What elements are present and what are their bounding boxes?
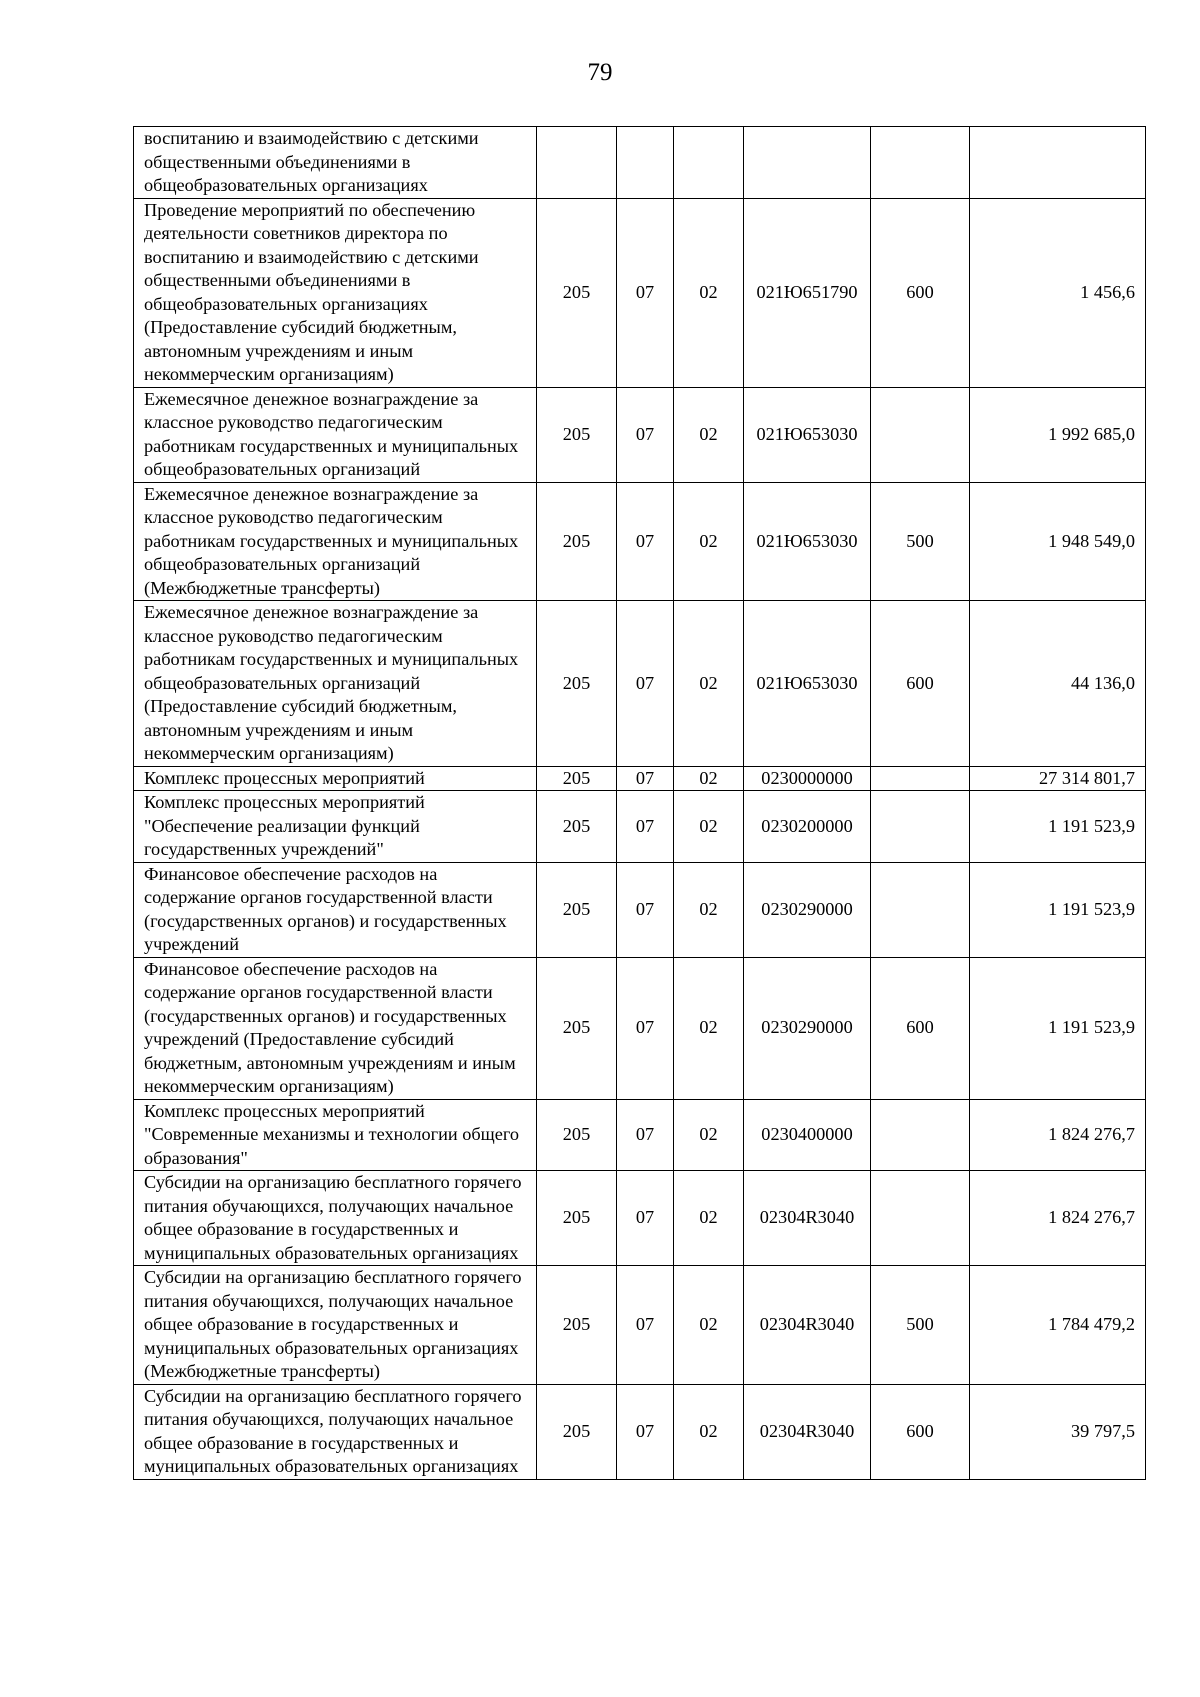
ministry-code-cell: 205 xyxy=(537,791,617,863)
section-code-cell: 07 xyxy=(617,1384,674,1479)
ministry-code-cell: 205 xyxy=(537,601,617,767)
table-row xyxy=(134,766,1146,791)
section-code-cell: 07 xyxy=(617,957,674,1099)
target-article-cell: 02304R3040 xyxy=(744,1171,871,1266)
table-row xyxy=(134,1266,1146,1385)
table-body xyxy=(134,127,1146,1480)
target-article-cell xyxy=(744,127,871,199)
amount-cell: 1 824 276,7 xyxy=(970,1171,1146,1266)
ministry-code-cell: 205 xyxy=(537,198,617,387)
table-row xyxy=(134,127,1146,199)
expense-name-cell: Комплекс процессных мероприятий "Современные механизмы и технологии общего образования" xyxy=(134,1099,537,1171)
amount-cell: 1 992 685,0 xyxy=(970,387,1146,482)
table-row xyxy=(134,862,1146,957)
expense-name-cell: Проведение мероприятий по обеспечению деятельности советников директора по воспитанию и взаимодействию с детскими общественными объединениями в общеобразовательных организациях (Предоставление субсидий бюджетным, автономным учреждениям и иным некоммерческим организациям) xyxy=(134,198,537,387)
expense-type-cell xyxy=(871,127,970,199)
expense-type-cell xyxy=(871,387,970,482)
subsection-code-cell xyxy=(674,127,744,199)
ministry-code-cell: 205 xyxy=(537,862,617,957)
target-article-cell: 021Ю651790 xyxy=(744,198,871,387)
expense-name-cell: Комплекс процессных мероприятий xyxy=(134,766,537,791)
section-code-cell: 07 xyxy=(617,601,674,767)
ministry-code-cell: 205 xyxy=(537,1266,617,1385)
expense-type-cell xyxy=(871,791,970,863)
target-article-cell: 021Ю653030 xyxy=(744,601,871,767)
amount-cell: 1 191 523,9 xyxy=(970,791,1146,863)
subsection-code-cell: 02 xyxy=(674,791,744,863)
section-code-cell: 07 xyxy=(617,482,674,601)
expense-name-cell: Финансовое обеспечение расходов на содержание органов государственной власти (государственных органов) и государственных учреждений (Предоставление субсидий бюджетным, автономным учреждениям и иным некоммерческим организациям) xyxy=(134,957,537,1099)
table-row xyxy=(134,198,1146,387)
table-row xyxy=(134,387,1146,482)
ministry-code-cell: 205 xyxy=(537,482,617,601)
expense-type-cell xyxy=(871,1099,970,1171)
expense-name-cell: Субсидии на организацию бесплатного горячего питания обучающихся, получающих начальное общее образование в государственных и муниципальных образовательных организациях (Межбюджетные трансферты) xyxy=(134,1266,537,1385)
section-code-cell: 07 xyxy=(617,1266,674,1385)
expense-type-cell: 500 xyxy=(871,482,970,601)
table-row xyxy=(134,1171,1146,1266)
table-row xyxy=(134,601,1146,767)
ministry-code-cell: 205 xyxy=(537,1384,617,1479)
amount-cell: 1 191 523,9 xyxy=(970,862,1146,957)
expense-type-cell: 600 xyxy=(871,601,970,767)
amount-cell xyxy=(970,127,1146,199)
amount-cell: 39 797,5 xyxy=(970,1384,1146,1479)
amount-cell: 44 136,0 xyxy=(970,601,1146,767)
subsection-code-cell: 02 xyxy=(674,1171,744,1266)
section-code-cell: 07 xyxy=(617,1099,674,1171)
subsection-code-cell: 02 xyxy=(674,198,744,387)
target-article-cell: 021Ю653030 xyxy=(744,482,871,601)
section-code-cell: 07 xyxy=(617,791,674,863)
target-article-cell: 021Ю653030 xyxy=(744,387,871,482)
amount-cell: 1 948 549,0 xyxy=(970,482,1146,601)
expense-name-cell: воспитанию и взаимодействию с детскими общественными объединениями в общеобразовательных организациях xyxy=(134,127,537,199)
amount-cell: 1 191 523,9 xyxy=(970,957,1146,1099)
target-article-cell: 0230290000 xyxy=(744,862,871,957)
section-code-cell: 07 xyxy=(617,1171,674,1266)
ministry-code-cell: 205 xyxy=(537,1099,617,1171)
table-row xyxy=(134,957,1146,1099)
section-code-cell: 07 xyxy=(617,198,674,387)
target-article-cell: 0230000000 xyxy=(744,766,871,791)
expense-type-cell: 600 xyxy=(871,1384,970,1479)
target-article-cell: 0230290000 xyxy=(744,957,871,1099)
expense-name-cell: Субсидии на организацию бесплатного горячего питания обучающихся, получающих начальное общее образование в государственных и муниципальных образовательных организациях xyxy=(134,1171,537,1266)
section-code-cell: 07 xyxy=(617,387,674,482)
page-number: 79 xyxy=(587,59,613,86)
section-code-cell: 07 xyxy=(617,766,674,791)
expense-name-cell: Ежемесячное денежное вознаграждение за классное руководство педагогическим работникам государственных и муниципальных общеобразовательных организаций (Предоставление субсидий бюджетным, автономным учреждениям и иным некоммерческим организациям) xyxy=(134,601,537,767)
subsection-code-cell: 02 xyxy=(674,766,744,791)
subsection-code-cell: 02 xyxy=(674,1384,744,1479)
expense-type-cell xyxy=(871,862,970,957)
amount-cell: 1 456,6 xyxy=(970,198,1146,387)
ministry-code-cell: 205 xyxy=(537,1171,617,1266)
table-row xyxy=(134,791,1146,863)
subsection-code-cell: 02 xyxy=(674,1099,744,1171)
amount-cell: 1 784 479,2 xyxy=(970,1266,1146,1385)
table-row xyxy=(134,1384,1146,1479)
expense-type-cell xyxy=(871,1171,970,1266)
target-article-cell: 02304R3040 xyxy=(744,1384,871,1479)
subsection-code-cell: 02 xyxy=(674,482,744,601)
amount-cell: 27 314 801,7 xyxy=(970,766,1146,791)
table-row xyxy=(134,1099,1146,1171)
subsection-code-cell: 02 xyxy=(674,957,744,1099)
target-article-cell: 0230200000 xyxy=(744,791,871,863)
budget-table xyxy=(133,126,1146,1480)
expense-type-cell xyxy=(871,766,970,791)
section-code-cell: 07 xyxy=(617,862,674,957)
ministry-code-cell: 205 xyxy=(537,766,617,791)
expense-name-cell: Ежемесячное денежное вознаграждение за классное руководство педагогическим работникам государственных и муниципальных общеобразовательных организаций (Межбюджетные трансферты) xyxy=(134,482,537,601)
subsection-code-cell: 02 xyxy=(674,1266,744,1385)
amount-cell: 1 824 276,7 xyxy=(970,1099,1146,1171)
expense-name-cell: Ежемесячное денежное вознаграждение за классное руководство педагогическим работникам государственных и муниципальных общеобразовательных организаций xyxy=(134,387,537,482)
expense-name-cell: Комплекс процессных мероприятий "Обеспечение реализации функций государственных учреждений" xyxy=(134,791,537,863)
ministry-code-cell: 205 xyxy=(537,387,617,482)
expense-name-cell: Финансовое обеспечение расходов на содержание органов государственной власти (государственных органов) и государственных учреждений xyxy=(134,862,537,957)
target-article-cell: 02304R3040 xyxy=(744,1266,871,1385)
ministry-code-cell xyxy=(537,127,617,199)
table-row xyxy=(134,482,1146,601)
target-article-cell: 0230400000 xyxy=(744,1099,871,1171)
ministry-code-cell: 205 xyxy=(537,957,617,1099)
expense-type-cell: 500 xyxy=(871,1266,970,1385)
subsection-code-cell: 02 xyxy=(674,387,744,482)
expense-type-cell: 600 xyxy=(871,198,970,387)
subsection-code-cell: 02 xyxy=(674,862,744,957)
expense-type-cell: 600 xyxy=(871,957,970,1099)
section-code-cell xyxy=(617,127,674,199)
expense-name-cell: Субсидии на организацию бесплатного горячего питания обучающихся, получающих начальное общее образование в государственных и муниципальных образовательных организациях xyxy=(134,1384,537,1479)
subsection-code-cell: 02 xyxy=(674,601,744,767)
